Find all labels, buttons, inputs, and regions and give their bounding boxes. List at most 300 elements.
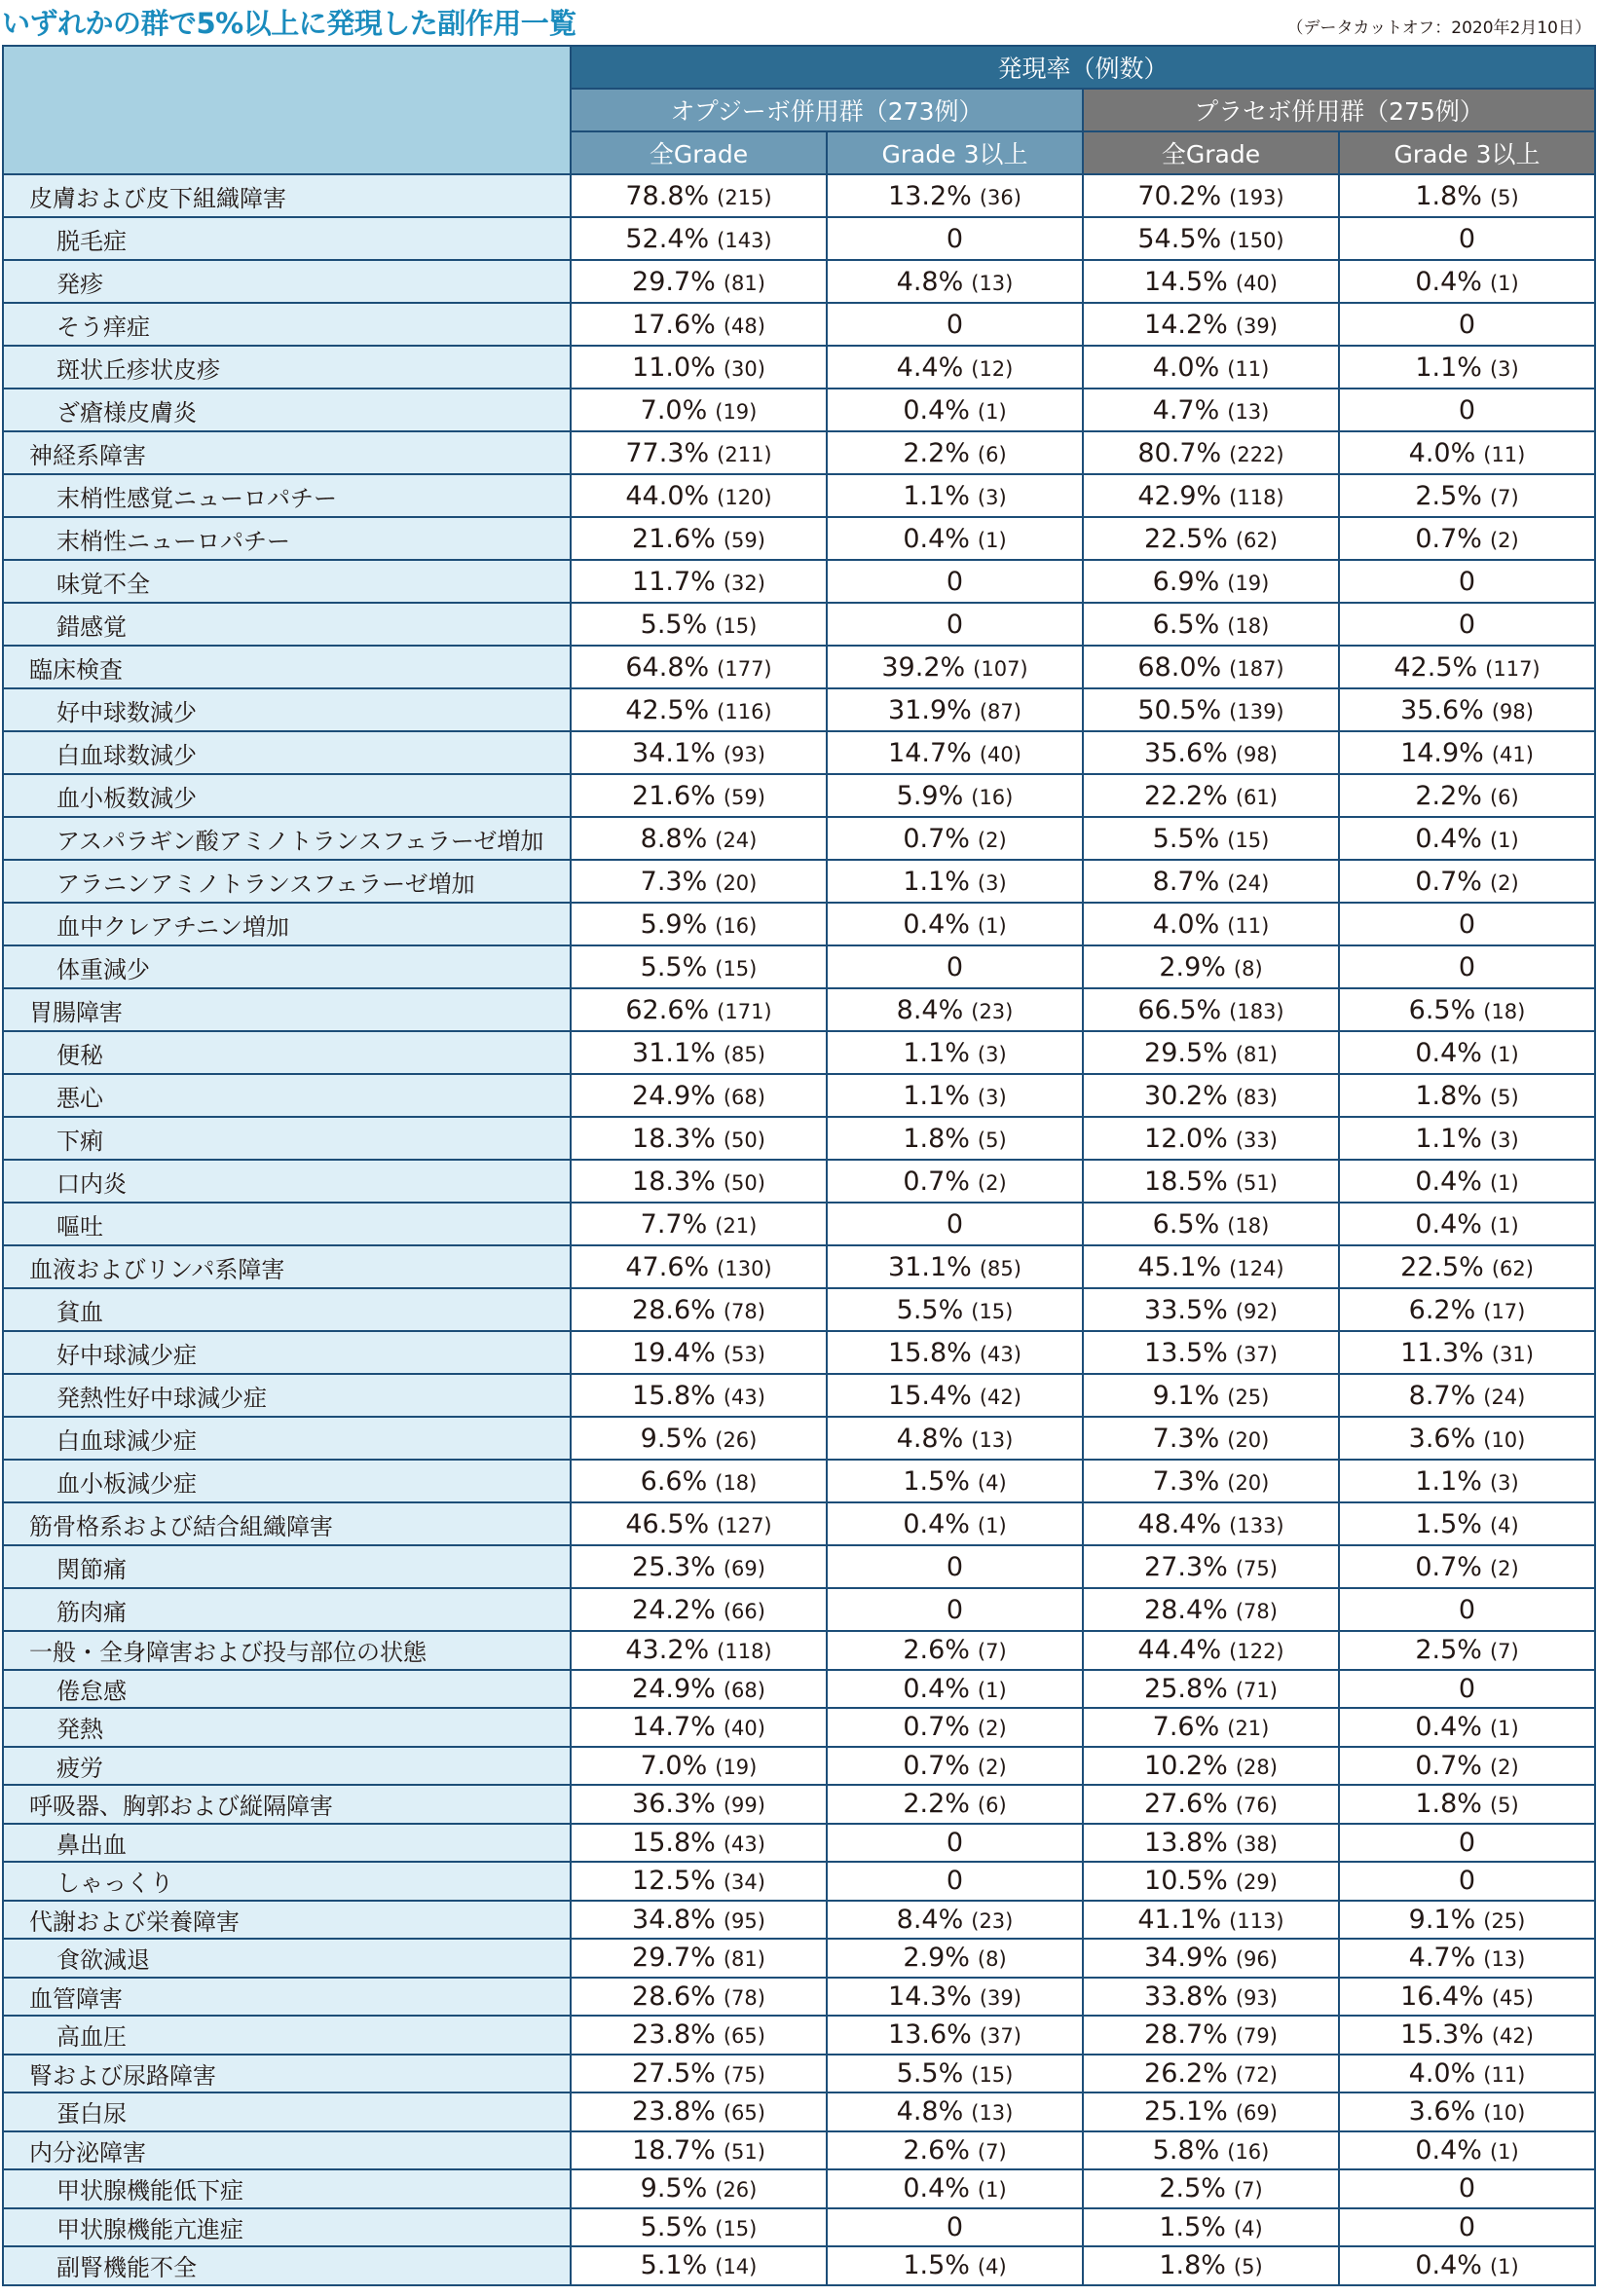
percent-value: 1.8%	[1415, 180, 1482, 211]
adverse-events-table	[2, 45, 1596, 2286]
case-count: (78)	[1235, 1599, 1278, 1623]
row-label: 錯感覚	[3, 603, 571, 646]
value-cell	[1339, 2092, 1595, 2131]
row-label: 嘔吐	[3, 1203, 571, 1245]
case-count: (3)	[1489, 356, 1519, 381]
case-count: (40)	[1235, 271, 1278, 295]
header-corner	[3, 46, 571, 174]
percent-value: 33.5%	[1144, 1294, 1228, 1325]
value-cell	[827, 474, 1083, 517]
value-cell	[1083, 2169, 1339, 2208]
case-count: (28)	[1235, 1755, 1278, 1779]
percent-value: 25.8%	[1144, 1673, 1228, 1704]
value-cell	[1339, 1901, 1595, 1940]
percent-value: 5.1%	[640, 2250, 708, 2281]
percent-value: 1.5%	[1159, 2211, 1226, 2242]
percent-value: 0.4%	[1415, 1166, 1482, 1197]
percent-value: 0	[946, 1208, 964, 1240]
percent-value: 46.5%	[625, 1508, 710, 1539]
percent-value: 13.5%	[1144, 1337, 1228, 1368]
value-cell	[827, 1708, 1083, 1747]
value-cell	[1083, 1288, 1339, 1331]
case-count: (16)	[715, 913, 758, 938]
value-cell	[1083, 2092, 1339, 2131]
percent-value: 9.1%	[1408, 1904, 1476, 1935]
case-count: (65)	[723, 2101, 765, 2126]
case-count: (7)	[1233, 2178, 1263, 2203]
value-cell	[1339, 1588, 1595, 1631]
value-cell	[571, 260, 827, 303]
case-count: (117)	[1485, 656, 1541, 681]
percent-value: 34.1%	[632, 737, 716, 768]
value-cell	[1083, 774, 1339, 817]
percent-value: 31.9%	[888, 694, 972, 725]
case-count: (79)	[1235, 2024, 1278, 2049]
value-cell	[571, 1117, 827, 1160]
case-count: (5)	[1489, 185, 1519, 209]
value-cell	[1083, 2016, 1339, 2055]
case-count: (3)	[977, 870, 1007, 895]
percent-value: 1.5%	[903, 1465, 970, 1497]
case-count: (75)	[1235, 1556, 1278, 1580]
case-count: (48)	[723, 314, 765, 338]
percent-value: 7.3%	[1152, 1423, 1220, 1454]
percent-value: 42.5%	[1393, 651, 1478, 683]
row-label: 神経系障害	[3, 431, 571, 474]
case-count: (187)	[1229, 656, 1284, 681]
row-label: 末梢性感覚ニューロパチー	[3, 474, 571, 517]
percent-value: 0	[946, 2211, 964, 2242]
percent-value: 4.0%	[1152, 352, 1220, 383]
percent-value: 54.5%	[1137, 223, 1222, 254]
value-cell	[1339, 174, 1595, 217]
table-row	[3, 1374, 1595, 1417]
percent-value: 4.8%	[896, 2096, 964, 2128]
table-row	[3, 1588, 1595, 1631]
percent-value: 0	[946, 1594, 964, 1625]
percent-value: 0.7%	[1415, 523, 1482, 554]
value-cell	[571, 2092, 827, 2131]
percent-value: 35.6%	[1400, 694, 1484, 725]
table-row-category	[3, 988, 1595, 1031]
percent-value: 0	[946, 1827, 964, 1858]
row-label: 食欲減退	[3, 1939, 571, 1978]
value-cell	[1083, 1747, 1339, 1786]
value-cell	[571, 1939, 827, 1978]
value-cell	[571, 1785, 827, 1824]
table-row	[3, 1545, 1595, 1588]
percent-value: 6.5%	[1408, 994, 1476, 1025]
percent-value: 0.4%	[1415, 2250, 1482, 2281]
case-count: (4)	[977, 2255, 1007, 2279]
case-count: (31)	[1491, 1342, 1534, 1366]
value-cell	[1339, 903, 1595, 945]
row-label: 甲状腺機能低下症	[3, 2169, 571, 2208]
case-count: (19)	[715, 1755, 758, 1779]
percent-value: 4.8%	[896, 266, 964, 297]
case-count: (11)	[1483, 2062, 1526, 2087]
value-cell	[571, 903, 827, 945]
percent-value: 52.4%	[625, 223, 710, 254]
case-count: (78)	[723, 1985, 765, 2010]
percent-value: 8.7%	[1152, 866, 1220, 897]
percent-value: 2.2%	[903, 437, 970, 468]
row-label: 味覚不全	[3, 560, 571, 603]
case-count: (62)	[1235, 528, 1278, 552]
value-cell	[827, 2092, 1083, 2131]
value-cell	[827, 731, 1083, 774]
value-cell	[827, 2131, 1083, 2170]
percent-value: 1.5%	[1415, 1508, 1482, 1539]
table-row-category	[3, 646, 1595, 688]
table-row	[3, 1160, 1595, 1203]
case-count: (13)	[971, 271, 1014, 295]
case-count: (98)	[1235, 742, 1278, 766]
value-cell	[1083, 217, 1339, 260]
case-count: (25)	[1227, 1385, 1270, 1409]
value-cell	[571, 346, 827, 389]
percent-value: 30.2%	[1144, 1080, 1228, 1111]
percent-value: 5.5%	[896, 2057, 964, 2089]
row-label: 末梢性ニューロパチー	[3, 517, 571, 560]
percent-value: 1.1%	[903, 480, 970, 511]
table-row	[3, 731, 1595, 774]
case-count: (107)	[973, 656, 1028, 681]
case-count: (33)	[1235, 1128, 1278, 1152]
row-label: 蛋白尿	[3, 2092, 571, 2131]
case-count: (2)	[977, 1170, 1007, 1195]
value-cell	[571, 431, 827, 474]
percent-value: 24.9%	[632, 1080, 716, 1111]
case-count: (7)	[1489, 485, 1519, 509]
case-count: (15)	[971, 1299, 1014, 1323]
percent-value: 0.7%	[1415, 1551, 1482, 1582]
percent-value: 11.3%	[1400, 1337, 1484, 1368]
value-cell	[1083, 1631, 1339, 1670]
table-row	[3, 303, 1595, 346]
percent-value: 0	[1458, 394, 1476, 426]
table-row-category	[3, 2131, 1595, 2170]
value-cell	[1083, 431, 1339, 474]
value-cell	[827, 1160, 1083, 1203]
row-label: 関節痛	[3, 1545, 571, 1588]
percent-value: 68.0%	[1137, 651, 1222, 683]
value-cell	[1339, 646, 1595, 688]
value-cell	[1339, 1288, 1595, 1331]
value-cell	[1339, 303, 1595, 346]
value-cell	[1339, 2055, 1595, 2093]
value-cell	[1083, 1978, 1339, 2017]
case-count: (68)	[723, 1085, 765, 1109]
case-count: (2)	[977, 828, 1007, 852]
case-count: (6)	[977, 1794, 1007, 1818]
case-count: (127)	[717, 1513, 772, 1537]
row-label: そう痒症	[3, 303, 571, 346]
value-cell	[1339, 1031, 1595, 1074]
row-label: 血管障害	[3, 1978, 571, 2017]
value-cell	[571, 1631, 827, 1670]
value-cell	[827, 2246, 1083, 2285]
case-count: (15)	[971, 2062, 1014, 2087]
case-count: (26)	[715, 2178, 758, 2203]
value-cell	[1339, 1117, 1595, 1160]
case-count: (3)	[977, 485, 1007, 509]
table-row	[3, 688, 1595, 731]
value-cell	[827, 2016, 1083, 2055]
value-cell	[1339, 1824, 1595, 1863]
percent-value: 31.1%	[888, 1251, 972, 1282]
case-count: (2)	[1489, 1556, 1519, 1580]
row-label: 好中球減少症	[3, 1331, 571, 1374]
case-count: (43)	[723, 1832, 765, 1856]
percent-value: 4.7%	[1152, 394, 1220, 426]
row-label: 鼻出血	[3, 1824, 571, 1863]
case-count: (1)	[1489, 1717, 1519, 1741]
case-count: (1)	[1489, 2139, 1519, 2164]
case-count: (24)	[1483, 1385, 1526, 1409]
value-cell	[1083, 860, 1339, 903]
row-label: 血液およびリンパ系障害	[3, 1245, 571, 1288]
case-count: (183)	[1229, 999, 1284, 1023]
percent-value: 5.5%	[896, 1294, 964, 1325]
value-cell	[1083, 1160, 1339, 1203]
percent-value: 29.7%	[632, 266, 716, 297]
percent-value: 0	[946, 951, 964, 982]
percent-value: 1.1%	[1415, 352, 1482, 383]
value-cell	[571, 1160, 827, 1203]
table-row-category	[3, 431, 1595, 474]
table-header	[3, 46, 1595, 174]
value-cell	[571, 1460, 827, 1502]
percent-value: 15.3%	[1400, 2019, 1484, 2051]
case-count: (76)	[1235, 1794, 1278, 1818]
percent-value: 0	[946, 1866, 964, 1897]
row-label: 発熱性好中球減少症	[3, 1374, 571, 1417]
value-cell	[571, 646, 827, 688]
value-cell	[571, 217, 827, 260]
percent-value: 0.4%	[903, 908, 970, 940]
percent-value: 1.8%	[903, 1123, 970, 1154]
percent-value: 18.5%	[1144, 1166, 1228, 1197]
value-cell	[827, 1417, 1083, 1460]
case-count: (2)	[1489, 870, 1519, 895]
percent-value: 15.4%	[888, 1380, 972, 1411]
value-cell	[827, 1785, 1083, 1824]
value-cell	[571, 774, 827, 817]
table-row	[3, 260, 1595, 303]
row-label: 甲状腺機能亢進症	[3, 2208, 571, 2247]
row-label: 内分泌障害	[3, 2131, 571, 2170]
case-count: (120)	[717, 485, 772, 509]
value-cell	[1083, 603, 1339, 646]
case-count: (45)	[1491, 1985, 1534, 2010]
percent-value: 15.8%	[632, 1380, 716, 1411]
table-row	[3, 903, 1595, 945]
value-cell	[1083, 988, 1339, 1031]
value-cell	[1339, 1545, 1595, 1588]
value-cell	[827, 1939, 1083, 1978]
case-count: (65)	[723, 2024, 765, 2049]
case-count: (19)	[1227, 571, 1270, 595]
percent-value: 25.3%	[632, 1551, 716, 1582]
percent-value: 0	[946, 309, 964, 340]
case-count: (14)	[715, 2255, 758, 2279]
value-cell	[1083, 1031, 1339, 1074]
case-count: (68)	[723, 1678, 765, 1702]
case-count: (11)	[1227, 356, 1270, 381]
value-cell	[827, 1978, 1083, 2017]
value-cell	[1083, 817, 1339, 860]
value-cell	[1083, 1460, 1339, 1502]
value-cell	[571, 1074, 827, 1117]
percent-value: 0.7%	[903, 1750, 970, 1781]
value-cell	[1339, 945, 1595, 988]
value-cell	[1083, 2131, 1339, 2170]
table-row-category	[3, 174, 1595, 217]
value-cell	[827, 2055, 1083, 2093]
value-cell	[571, 1502, 827, 1545]
value-cell	[827, 517, 1083, 560]
case-count: (78)	[723, 1299, 765, 1323]
value-cell	[827, 1670, 1083, 1709]
value-cell	[1083, 560, 1339, 603]
value-cell	[1083, 1708, 1339, 1747]
table-row-category	[3, 1631, 1595, 1670]
value-cell	[571, 1545, 827, 1588]
case-count: (10)	[1483, 1427, 1526, 1452]
table-row	[3, 474, 1595, 517]
percent-value: 6.2%	[1408, 1294, 1476, 1325]
table-row	[3, 517, 1595, 560]
value-cell	[1339, 1939, 1595, 1978]
case-count: (19)	[715, 399, 758, 424]
value-cell	[1339, 1670, 1595, 1709]
table-row	[3, 860, 1595, 903]
case-count: (133)	[1229, 1513, 1284, 1537]
percent-value: 64.8%	[625, 651, 710, 683]
row-label: 貧血	[3, 1288, 571, 1331]
value-cell	[1339, 688, 1595, 731]
percent-value: 19.4%	[632, 1337, 716, 1368]
case-count: (1)	[977, 1678, 1007, 1702]
percent-value: 0.4%	[1415, 823, 1482, 854]
value-cell	[1083, 1502, 1339, 1545]
value-cell	[827, 260, 1083, 303]
case-count: (20)	[715, 870, 758, 895]
value-cell	[1339, 1374, 1595, 1417]
table-row	[3, 1031, 1595, 1074]
percent-value: 42.5%	[625, 694, 710, 725]
percent-value: 2.5%	[1159, 2173, 1226, 2204]
percent-value: 6.5%	[1152, 609, 1220, 640]
percent-value: 0	[1458, 2211, 1476, 2242]
row-label: 高血圧	[3, 2016, 571, 2055]
case-count: (87)	[979, 699, 1021, 723]
percent-value: 43.2%	[625, 1635, 710, 1666]
value-cell	[571, 2208, 827, 2247]
value-cell	[571, 2055, 827, 2093]
case-count: (30)	[723, 356, 765, 381]
value-cell	[1083, 688, 1339, 731]
case-count: (39)	[979, 1985, 1021, 2010]
case-count: (7)	[977, 1640, 1007, 1664]
table-row	[3, 945, 1595, 988]
case-count: (72)	[1235, 2062, 1278, 2087]
table-row	[3, 1824, 1595, 1863]
case-count: (17)	[1483, 1299, 1526, 1323]
percent-value: 7.3%	[1152, 1465, 1220, 1497]
value-cell	[1339, 1747, 1595, 1786]
case-count: (1)	[1489, 2255, 1519, 2279]
value-cell	[571, 174, 827, 217]
value-cell	[571, 817, 827, 860]
row-label: 白血球減少症	[3, 1417, 571, 1460]
percent-value: 1.1%	[903, 1080, 970, 1111]
case-count: (18)	[715, 1470, 758, 1495]
value-cell	[1083, 903, 1339, 945]
row-label: 血中クレアチニン増加	[3, 903, 571, 945]
percent-value: 0	[1458, 223, 1476, 254]
percent-value: 29.7%	[632, 1943, 716, 1974]
percent-value: 4.4%	[896, 352, 964, 383]
percent-value: 1.1%	[1415, 1465, 1482, 1497]
value-cell	[571, 1245, 827, 1288]
table-row	[3, 1747, 1595, 1786]
percent-value: 0	[946, 1551, 964, 1582]
value-cell	[571, 2016, 827, 2055]
value-cell	[827, 1631, 1083, 1670]
case-count: (42)	[979, 1385, 1021, 1409]
value-cell	[1339, 260, 1595, 303]
value-cell	[1083, 1862, 1339, 1901]
table-row	[3, 1417, 1595, 1460]
value-cell	[571, 1747, 827, 1786]
percent-value: 27.6%	[1144, 1789, 1228, 1820]
case-count: (3)	[1489, 1128, 1519, 1152]
value-cell	[1339, 860, 1595, 903]
case-count: (177)	[717, 656, 772, 681]
percent-value: 23.8%	[632, 2096, 716, 2128]
percent-value: 18.3%	[632, 1166, 716, 1197]
percent-value: 80.7%	[1137, 437, 1222, 468]
value-cell	[1339, 389, 1595, 431]
case-count: (36)	[979, 185, 1021, 209]
value-cell	[1339, 1708, 1595, 1747]
value-cell	[827, 1288, 1083, 1331]
case-count: (40)	[723, 1717, 765, 1741]
title-bar	[0, 0, 1597, 45]
case-count: (39)	[1235, 314, 1278, 338]
value-cell	[1083, 731, 1339, 774]
percent-value: 1.8%	[1415, 1789, 1482, 1820]
percent-value: 5.8%	[1152, 2134, 1220, 2166]
row-label: 血小板数減少	[3, 774, 571, 817]
percent-value: 3.6%	[1408, 1423, 1476, 1454]
value-cell	[827, 2208, 1083, 2247]
percent-value: 44.4%	[1137, 1635, 1222, 1666]
percent-value: 0.7%	[903, 1712, 970, 1743]
table-row-category	[3, 1978, 1595, 2017]
percent-value: 6.5%	[1152, 1208, 1220, 1240]
value-cell	[571, 389, 827, 431]
table-row	[3, 1203, 1595, 1245]
value-cell	[571, 1374, 827, 1417]
percent-value: 0.4%	[1415, 1712, 1482, 1743]
value-cell	[827, 174, 1083, 217]
percent-value: 39.2%	[881, 651, 966, 683]
row-label: 体重減少	[3, 945, 571, 988]
value-cell	[1339, 1417, 1595, 1460]
